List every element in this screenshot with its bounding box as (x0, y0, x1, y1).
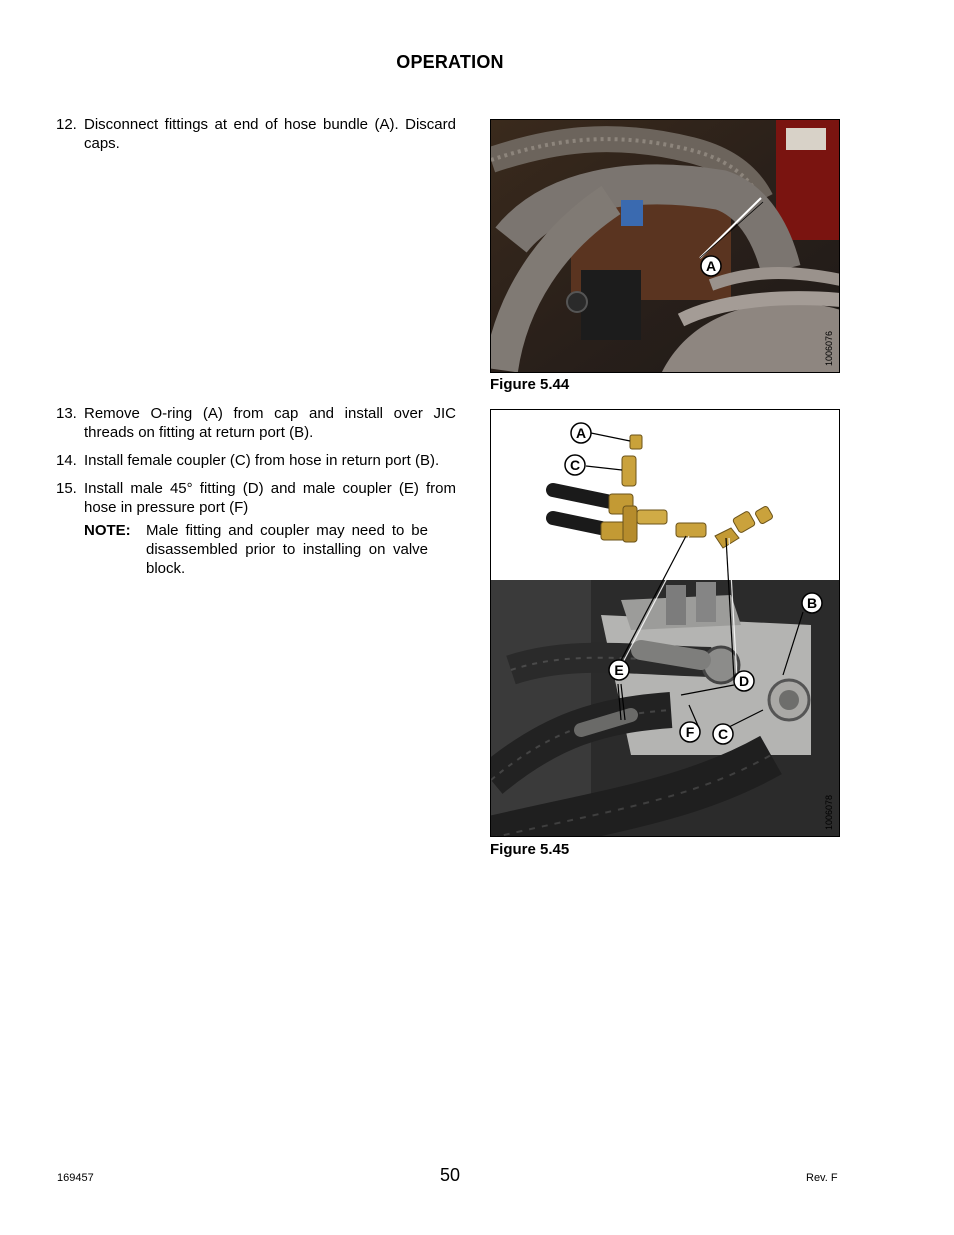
image-id: 1006076 (824, 330, 834, 366)
page-header: OPERATION (396, 52, 504, 72)
callout-A: A (575, 425, 587, 441)
callout-F: F (685, 724, 695, 740)
note (84, 521, 428, 578)
callout-C: C (569, 457, 581, 473)
note-label: NOTE: (84, 522, 131, 539)
image-id: 1006078 (824, 794, 834, 830)
figure-5-45-photo (490, 409, 840, 837)
step-14 (56, 451, 456, 470)
callout-B: B (806, 595, 818, 611)
page-number: 50 (439, 1165, 461, 1185)
figure-5-44-photo (490, 119, 840, 373)
note-text: Male fitting and coupler may need to be disassembled prior to installing on valve block. (146, 522, 428, 577)
callout-E: E (614, 662, 624, 678)
callout-A: A (705, 258, 717, 274)
callout-C: C (717, 726, 729, 742)
doc-number: 169457 (57, 1172, 94, 1184)
step-number: 15. (56, 480, 77, 497)
step-13 (56, 404, 456, 442)
step-text: Disconnect fittings at end of hose bundle (A). Discard caps. (84, 116, 456, 152)
step-number: 13. (56, 405, 77, 422)
step-text: Install male 45° fitting (D) and male coupler (E) from hose in pressure port (F) (84, 480, 456, 516)
hose-bundle-photo (491, 120, 840, 373)
step-number: 14. (56, 452, 77, 469)
step-number: 12. (56, 116, 77, 133)
step-text: Remove O-ring (A) from cap and install over JIC threads on fitting at return port (B). (84, 405, 456, 441)
figure-caption: Figure 5.45 (490, 841, 570, 858)
valve-block-diagram (491, 410, 840, 837)
callout-D: D (738, 673, 750, 689)
figure-caption: Figure 5.44 (490, 376, 570, 393)
step-12 (56, 115, 456, 153)
step-text: Install female coupler (C) from hose in return port (B). (84, 452, 440, 469)
revision: Rev. F (806, 1172, 838, 1184)
step-15 (56, 479, 456, 517)
